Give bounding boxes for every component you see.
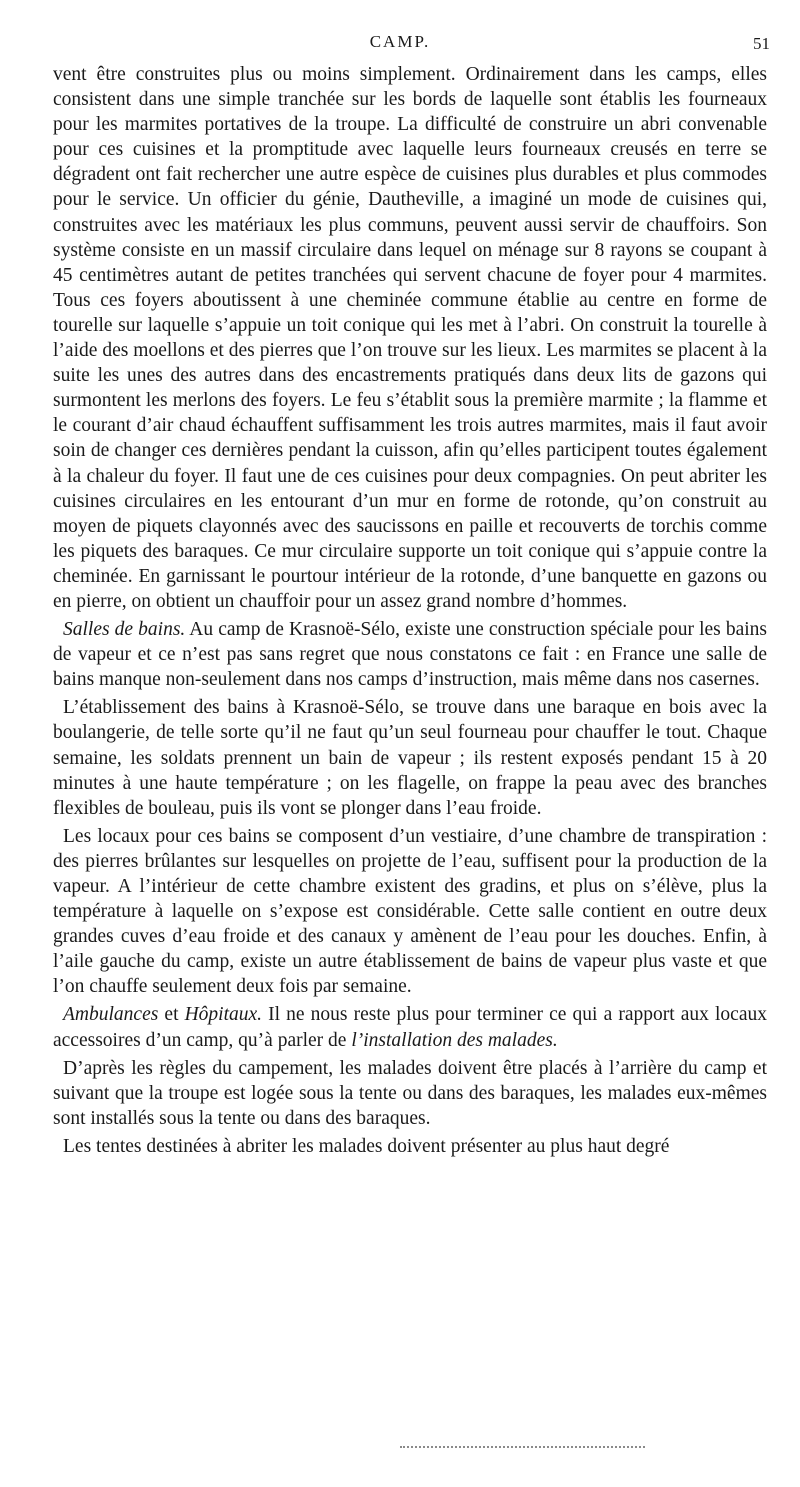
heading-conjunction: et [158,1004,185,1026]
paragraph-ambulances [53,1002,767,1052]
section-heading-ambulances: Ambulances [63,1004,159,1026]
running-head [0,30,800,54]
paragraph-locaux-bains [53,824,767,1000]
paragraph-text: D’après les règles du campement, les malades doivent être placés à l’arrière du camp et suivant que la troupe est logée sous la tente ou dans des baraques, les malades eux-mêmes sont installés sous la tente ou dans des baraques. [53,1057,767,1129]
footer-bleedthrough-line [400,1446,645,1448]
paragraph-tentes-malades [53,1134,767,1159]
page-number: 51 [753,34,770,53]
paragraph-text: Il ne nous reste plus pour terminer ce qui a rapport aux locaux accessoires d’un camp, qu’à parler de [53,1004,767,1051]
paragraph-text: Les tentes destinées à abriter les malades doivent présenter au plus haut degré [63,1135,670,1157]
paragraph-text: Les locaux pour ces bains se composent d’un vestiaire, d’une chambre de transpiration : des pierres brûlantes sur lesquelles on projette de l’eau, suffisent pour la production de la vapeur. A l’intérieur de cette chambre existent des gradins, et plus on s’élève, plus la température à laquelle on s’expose est considérable. Cette salle contient en outre deux grandes cuves d’eau froide et des canaux y amènent de l’eau pour les douches. Enfin, à l’aile gauche du camp, existe un autre établissement de bains de vapeur plus vaste et que l’on chauffe seulement deux fois par semaine. [53,825,767,998]
paragraph-cuisines [53,62,767,614]
emphasis-installation-malades: l’installation des malades. [351,1029,558,1051]
paragraph-text: L’établissement des bains à Krasnoë-Sélo, se trouve dans une baraque en bois avec la boulangerie, de telle sorte qu’il ne faut qu’un seul fourneau pour chauffer le tout. Chaque semaine, les soldats prennent un bain de vapeur ; ils restent exposés pendant 15 à 20 minutes à une haute température ; on les flagelle, on frappe la peau avec des branches flexibles de bouleau, puis ils vont se plonger dans l’eau froide. [53,697,767,819]
section-heading-hopitaux: Hôpitaux. [184,1004,263,1026]
running-title: CAMP. [369,32,431,51]
body-text [53,62,767,1159]
section-heading-salles-de-bains: Salles de bains. [63,619,186,641]
paragraph-etablissement-bains [53,695,767,820]
paragraph-regles-campement [53,1056,767,1131]
paragraph-text: vent être construites plus ou moins simplement. Ordinairement dans les camps, elles consistent dans une simple tranchée sur les bords de laquelle sont établis les fourneaux pour les marmites portatives de la troupe. La difficulté de construire un abri convenable pour ces cuisines et la promptitude avec laquelle leurs fourneaux creusés en terre se dégradent ont fait rechercher une autre espèce de cuisines plus durables et plus commodes pour le service. Un officier du génie, Dautheville, a imaginé un mode de cuisines qui, construites avec les matériaux les plus communs, peuvent aussi servir de chauffoirs. Son système consiste en un massif circulaire dans lequel on ménage sur 8 rayons se coupant à 45 centimètres autant de petites tranchées qui servent chacune de foyer pour 4 marmites. Tous ces foyers aboutissent à une cheminée commune établie au centre en forme de tourelle sur laquelle s’appuie un toit conique qui les met à l’abri. On construit la tourelle à l’aide des moellons et des pierres que l’on trouve sur les lieux. Les marmites se placent à la suite les unes des autres dans des encastrements pratiqués dans deux lits de gazons qui surmontent les merlons des foyers. Le feu s’établit sous la première marmite ; la flamme et le courant d’air chaud échauffent suffisamment les trois autres marmites, mais il faut avoir soin de changer ces dernières pendant la cuisson, afin qu’elles participent toutes également à la chaleur du foyer. Il faut une de ces cuisines pour deux compagnies. On peut abriter les cuisines circulaires en les entourant d’un mur en forme de rotonde, qu’on construit au moyen de piquets clayonnés avec des saucissons en paille et recouverts de torchis comme les piquets des baraques. Ce mur circulaire supporte un toit conique qui s’appuie contre la cheminée. En garnissant le pourtour intérieur de la rotonde, d’une banquette en gazons ou en pierre, on obtient un chauffoir pour un assez grand nombre d’hommes. [53,64,767,612]
paragraph-salles-de-bains [53,617,767,692]
paragraph-text: Au camp de Krasnoë-Sélo, existe une construction spéciale pour les bains de vapeur et ce n’est pas sans regret que nous constatons ce fait : en France une salle de bains manque non-seulement dans nos camps d’instruction, mais même dans nos casernes. [53,619,768,691]
